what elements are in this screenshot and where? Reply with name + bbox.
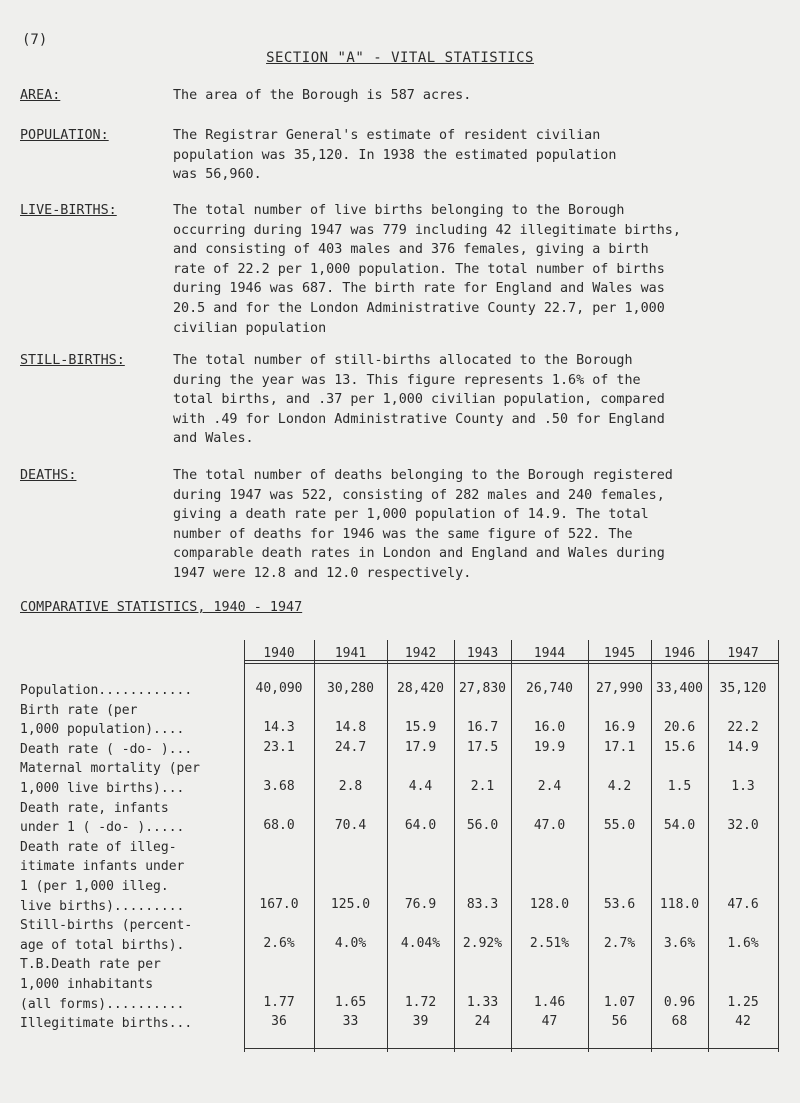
table-column-rule [651, 640, 652, 1052]
section-label: POPULATION: [20, 128, 109, 143]
table-cell: 23.1 [263, 739, 295, 755]
table-column-rule [588, 640, 589, 1052]
table-row-rule [244, 1048, 778, 1049]
table-cell: 1.46 [533, 994, 566, 1010]
table-year-header: 1943 [466, 646, 499, 661]
page-title: SECTION "A" - VITAL STATISTICS [266, 50, 534, 66]
section-text: The area of the Borough is 587 acres. [173, 88, 472, 103]
table-cell: 2.7% [603, 935, 636, 951]
table-cell: 2.1 [470, 779, 495, 794]
table-row-label: T.B.Death rate per 1,000 inhabitants (all forms).......... [20, 957, 185, 1012]
table-cell: 118.0 [659, 896, 700, 912]
table-cell: 4.4 [408, 779, 433, 794]
table-row-rule [244, 663, 778, 664]
table-cell: 125.0 [330, 896, 371, 912]
table-cell: 15.6 [663, 739, 696, 755]
table-cell: 33,400 [656, 681, 703, 696]
table-cell: 54.0 [663, 818, 696, 834]
table-cell: 47.0 [533, 818, 566, 834]
table-cell: 17.1 [603, 739, 636, 755]
table-year-header: 1942 [404, 646, 437, 661]
table-row-label: Birth rate (per 1,000 population).... [20, 702, 185, 738]
section-text: The Registrar General's estimate of resident civilian population was 35,120. In 1938 the estimated population was 56,960. [173, 128, 617, 183]
table-cell: 3.68 [263, 779, 295, 794]
page-number: (7) [22, 32, 48, 48]
table-row-label: Population............ [20, 683, 193, 698]
table-cell: 2.92% [462, 935, 503, 951]
table-cell: 128.0 [529, 896, 570, 912]
table-column-rule [244, 640, 245, 1052]
table-column-rule [708, 640, 709, 1052]
table-cell: 56 [611, 1014, 628, 1030]
section-label: AREA: [20, 88, 61, 103]
table-row-label: Maternal mortality (per 1,000 live births)... [20, 761, 201, 796]
table-cell: 2.51% [529, 935, 570, 951]
table-cell: 16.0 [533, 720, 566, 736]
table-cell: 1.72 [404, 994, 437, 1010]
table-cell: 1.65 [334, 994, 367, 1010]
comparative-title: COMPARATIVE STATISTICS, 1940 - 1947 [20, 600, 303, 615]
table-cell: 55.0 [603, 818, 636, 834]
table-cell: 3.6% [663, 935, 696, 951]
section-label: DEATHS: [20, 468, 77, 483]
table-row-label: Illegitimate births... [20, 1016, 193, 1032]
table-cell: 14.3 [263, 720, 295, 736]
table-cell: 47.6 [727, 896, 759, 912]
table-cell: 167.0 [259, 896, 299, 912]
table-cell: 17.9 [404, 739, 437, 755]
table-cell: 27,830 [459, 681, 506, 696]
table-cell: 68 [671, 1014, 688, 1030]
table-cell: 1.25 [727, 994, 759, 1010]
table-year-header: 1945 [603, 646, 636, 661]
section-text: The total number of still-births allocated to the Borough during the year was 13. This figure represents 1.6% of the total births, and .37 per 1,000 civilian population, compared with .49 for London Administrative County and .50 for England and Wales. [173, 353, 665, 447]
table-cell: 15.9 [404, 720, 437, 736]
table-cell: 1.07 [603, 994, 636, 1010]
table-cell: 27,990 [596, 681, 643, 696]
table-cell: 47 [541, 1014, 558, 1030]
table-cell: 1.5 [667, 779, 692, 794]
table-column-rule [314, 640, 315, 1052]
table-cell: 1.6% [727, 935, 759, 951]
table-cell: 17.5 [466, 739, 499, 755]
table-cell: 70.4 [334, 818, 367, 834]
table-row-label: Death rate ( -do- )... [20, 741, 193, 757]
table-cell: 2.6% [263, 935, 295, 951]
table-cell: 4.2 [607, 779, 632, 794]
table-cell: 24.7 [334, 739, 367, 755]
table-cell: 19.9 [533, 739, 566, 755]
table-cell: 24 [474, 1014, 491, 1030]
table-column-rule [778, 640, 779, 1052]
table-cell: 35,120 [719, 681, 767, 696]
table-cell: 2.8 [338, 779, 363, 794]
table-cell: 42 [735, 1014, 751, 1030]
table-cell: 4.04% [400, 935, 441, 951]
table-cell: 28,420 [397, 681, 444, 696]
table-cell: 1.33 [466, 994, 499, 1010]
table-year-header: 1946 [663, 646, 696, 661]
table-cell: 0.96 [663, 994, 696, 1010]
table-column-rule [387, 640, 388, 1052]
table-cell: 68.0 [263, 818, 295, 834]
table-year-header: 1944 [533, 646, 566, 661]
table-cell: 30,280 [327, 681, 374, 696]
section-text: The total number of deaths belonging to the Borough registered during 1947 was 522, consisting of 282 males and 240 females, giving a death rate per 1,000 population of 14.9. The total number of deaths for 1946 was the same figure of 522. The comparable death rates in London and England and Wales during 1947 were 12.8 and 12.0 respectively. [173, 468, 673, 581]
table-cell: 39 [412, 1014, 429, 1030]
table-cell: 22.2 [727, 720, 759, 736]
table-year-header: 1947 [727, 646, 759, 661]
table-cell: 56.0 [466, 818, 499, 834]
section-label: LIVE-BIRTHS: [20, 203, 117, 218]
table-cell: 20.6 [663, 720, 696, 736]
table-cell: 16.7 [466, 720, 499, 736]
table-column-rule [454, 640, 455, 1052]
table-year-header: 1941 [334, 646, 367, 661]
comparative-table [20, 636, 780, 1056]
table-row-label: Death rate of illeg- itimate infants under 1 (per 1,000 illeg. live births)......... [20, 839, 185, 914]
table-cell: 2.4 [537, 779, 562, 794]
table-cell: 33 [342, 1014, 359, 1030]
table-cell: 26,740 [526, 681, 573, 696]
table-cell: 83.3 [466, 896, 499, 912]
table-cell: 1.77 [263, 994, 295, 1010]
table-cell: 53.6 [603, 896, 636, 912]
table-cell: 4.0% [334, 935, 367, 951]
section-label: STILL-BIRTHS: [20, 353, 125, 368]
table-year-header: 1940 [263, 646, 295, 661]
table-cell: 1.3 [731, 779, 755, 794]
table-column-rule [511, 640, 512, 1052]
table-cell: 40,090 [255, 681, 303, 696]
table-cell: 36 [271, 1014, 287, 1030]
table-cell: 14.8 [334, 720, 367, 736]
table-row-label: Still-births (percent- age of total births). [20, 918, 193, 953]
table-cell: 76.9 [404, 896, 437, 912]
table-cell: 16.9 [603, 720, 636, 736]
section-text: The total number of live births belonging to the Borough occurring during 1947 was 779 including 42 illegitimate births, and consisting of 403 males and 376 females, giving a birth rate of 22.2 per 1,000 population. The total number of births during 1946 was 687. The birth rate for England and Wales was 20.5 and for the London Administrative County 22.7, per 1,000 civilian population [173, 203, 681, 336]
table-cell: 64.0 [404, 818, 437, 834]
table-cell: 14.9 [727, 739, 759, 755]
table-cell: 32.0 [727, 818, 759, 834]
table-row-label: Death rate, infants under 1 ( -do- )..... [20, 800, 185, 836]
